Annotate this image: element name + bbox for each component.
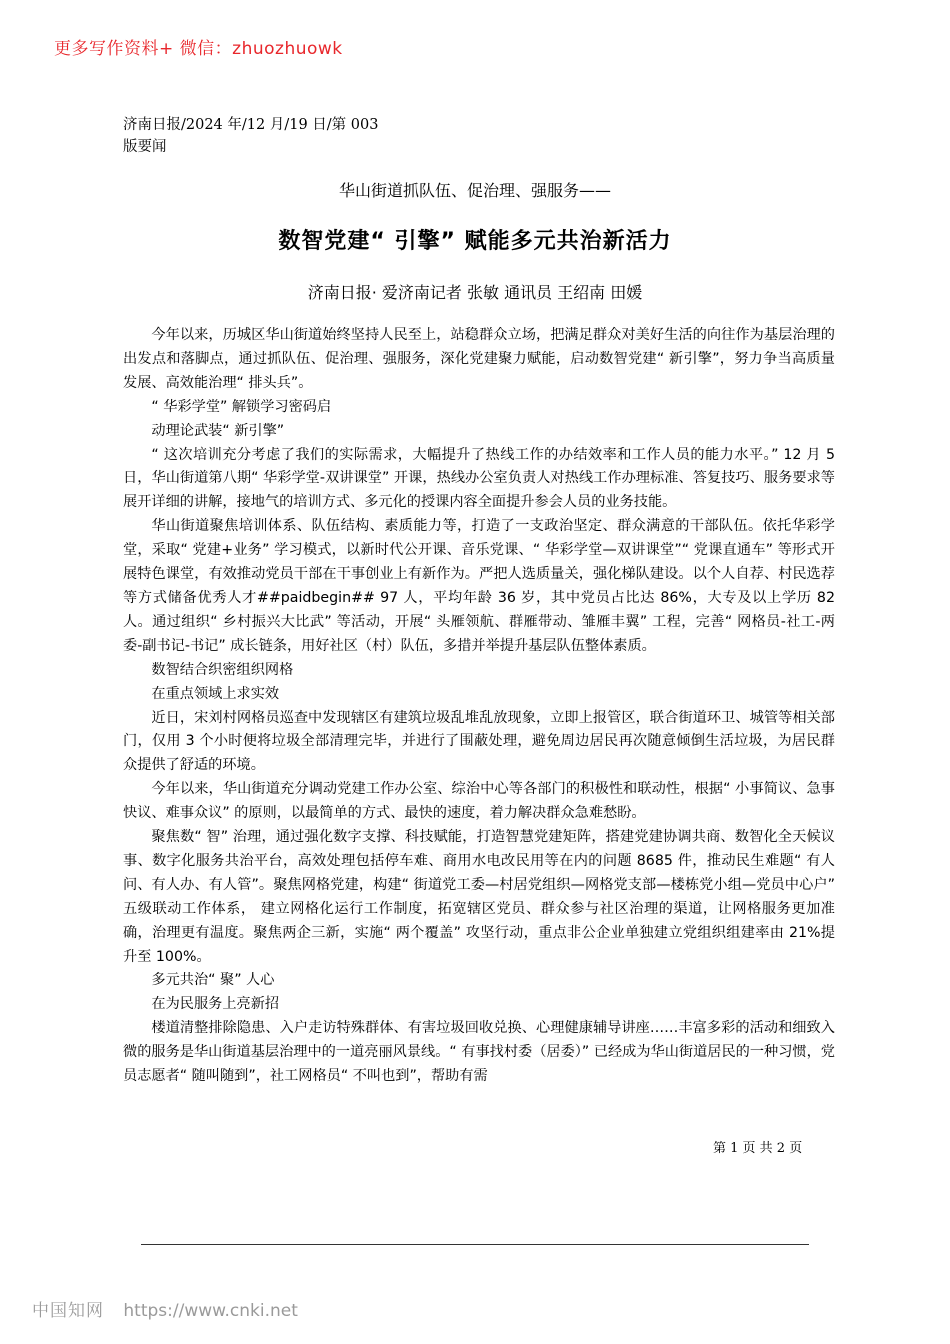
section-heading: 在为民服务上亮新招 bbox=[151, 996, 280, 1013]
section-heading: “ 华彩学堂” 解锁学习密码启 bbox=[151, 398, 332, 415]
section-heading: 动理论武装“ 新引擎” bbox=[151, 422, 285, 439]
cnki-url: https://www.cnki.net bbox=[123, 1301, 298, 1321]
article-body bbox=[123, 324, 835, 1089]
article-paragraph: 今年以来，历城区华山街道始终坚持人民至上，站稳群众立场，把满足群众对美好生活的向往作为基层治理的出发点和落脚点，通过抓队伍、促治理、强服务，深化党建聚力赋能，启动数智党建“ 新引擎”，努力争当高质量发展、高效能治理“ 排头兵”。 bbox=[123, 327, 835, 391]
footer-divider bbox=[141, 1244, 809, 1245]
source-line-2: 版要闻 bbox=[123, 139, 167, 155]
watermark bbox=[32, 1296, 298, 1321]
article-paragraph: 华山街道聚焦培训体系、队伍结构、素质能力等，打造了一支政治坚定、群众满意的干部队伍。依托华彩学堂，采取“ 党建+业务” 学习模式，以新时代公开课、音乐党课、“ 华彩学堂—双讲课堂”“ 党课直通车” 等形式开展特色课堂，有效推动党员干部在干事创业上有新作为。严把人选质量关，强化梯队建设。以个人自荐、村民选荐等方式储备优秀人才##paidbegin## 97 人，平均年龄 36 岁，其中党员占比达 86%，大专及以上学历 82 人。通过组织“ 乡村振兴大比武” 等活动，开展“ 头雁领航、群雁带动、雏雁丰翼” 工程，完善“ 网格员-社工-两委-副书记-书记” 成长链条，用好社区（村）队伍，多措并举提升基层队伍整体素质。 bbox=[123, 518, 835, 654]
section-heading: 数智结合织密组织网格 bbox=[151, 661, 294, 678]
article-paragraph: 今年以来，华山街道充分调动党建工作办公室、综治中心等各部门的积极性和联动性，根据“ 小事简议、急事快议、难事众议” 的原则，以最简单的方式、最快的速度，着力解决群众急难愁盼。 bbox=[123, 781, 835, 822]
section-heading: 多元共治“ 聚” 人心 bbox=[151, 972, 275, 989]
article-title: 数智党建“ 引擎” 赋能多元共治新活力 bbox=[278, 229, 672, 254]
source-line-1: 济南日报/2024 年/12 月/19 日/第 003 bbox=[123, 117, 379, 133]
article-paragraph: 楼道清整排除隐患、入户走访特殊群体、有害垃圾回收兑换、心理健康辅导讲座……丰富多彩的活动和细致入微的服务是华山街道基层治理中的一道亮丽风景线。“ 有事找村委（居委）” 已经成为华山街道居民的一种习惯，党员志愿者“ 随叫随到”，社工网格员“ 不叫也到”，帮助有需 bbox=[123, 1020, 835, 1085]
article-byline: 济南日报· 爱济南记者 张敏 通讯员 王绍南 田媛 bbox=[307, 283, 643, 302]
article-paragraph: 聚焦数“ 智” 治理，通过强化数字支撑、科技赋能，打造智慧党建矩阵，搭建党建协调共商、数智化全天候议事、数字化服务共治平台，高效处理包括停车难、商用水电改民用等在内的问题 8685 件，推动民生难题“ 有人问、有人办、有人管”。聚焦网格党建，构建“ 街道党工委—村居党组织—网格党支部—楼栋党小组—党员中心户” 五级联动工作体系， 建立网格化运行工作制度，拓宽辖区党员、群众参与社区治理的渠道，让网格服务更加准确，治理更有温度。聚焦两企三新，实施“ 两个覆盖” 攻坚行动，重点非公企业单独建立党组织组建率由 21%提升至 100%。 bbox=[123, 829, 835, 965]
article-paragraph: 近日，宋刘村网格员巡查中发现辖区有建筑垃圾乱堆乱放现象，立即上报管区，联合街道环卫、城管等相关部门，仅用 3 个小时便将垃圾全部清理完毕，并进行了围蔽处理，避免周边居民再次随意倾倒生活垃圾，为居民群众提供了舒适的环境。 bbox=[123, 709, 835, 774]
promo-banner: 更多写作资料+ 微信：zhuozhuowk bbox=[54, 39, 343, 59]
section-heading: 在重点领域上求实效 bbox=[151, 685, 280, 702]
cnki-logo: 中国知网 bbox=[32, 1301, 104, 1321]
article-paragraph: “ 这次培训充分考虑了我们的实际需求，大幅提升了热线工作的办结效率和工作人员的能力水平。” 12 月 5 日，华山街道第八期“ 华彩学堂-双讲课堂” 开课，热线办公室负责人对热线工作办理标准、答复技巧、服务要求等展开详细的讲解，接地气的培训方式、多元化的授课内容全面提升参会人员的业务技能。 bbox=[123, 446, 835, 511]
article-subtitle: 华山街道抓队伍、促治理、强服务—— bbox=[338, 181, 611, 200]
page-number: 第 1 页 共 2 页 bbox=[713, 1141, 803, 1156]
source-info bbox=[123, 114, 378, 158]
